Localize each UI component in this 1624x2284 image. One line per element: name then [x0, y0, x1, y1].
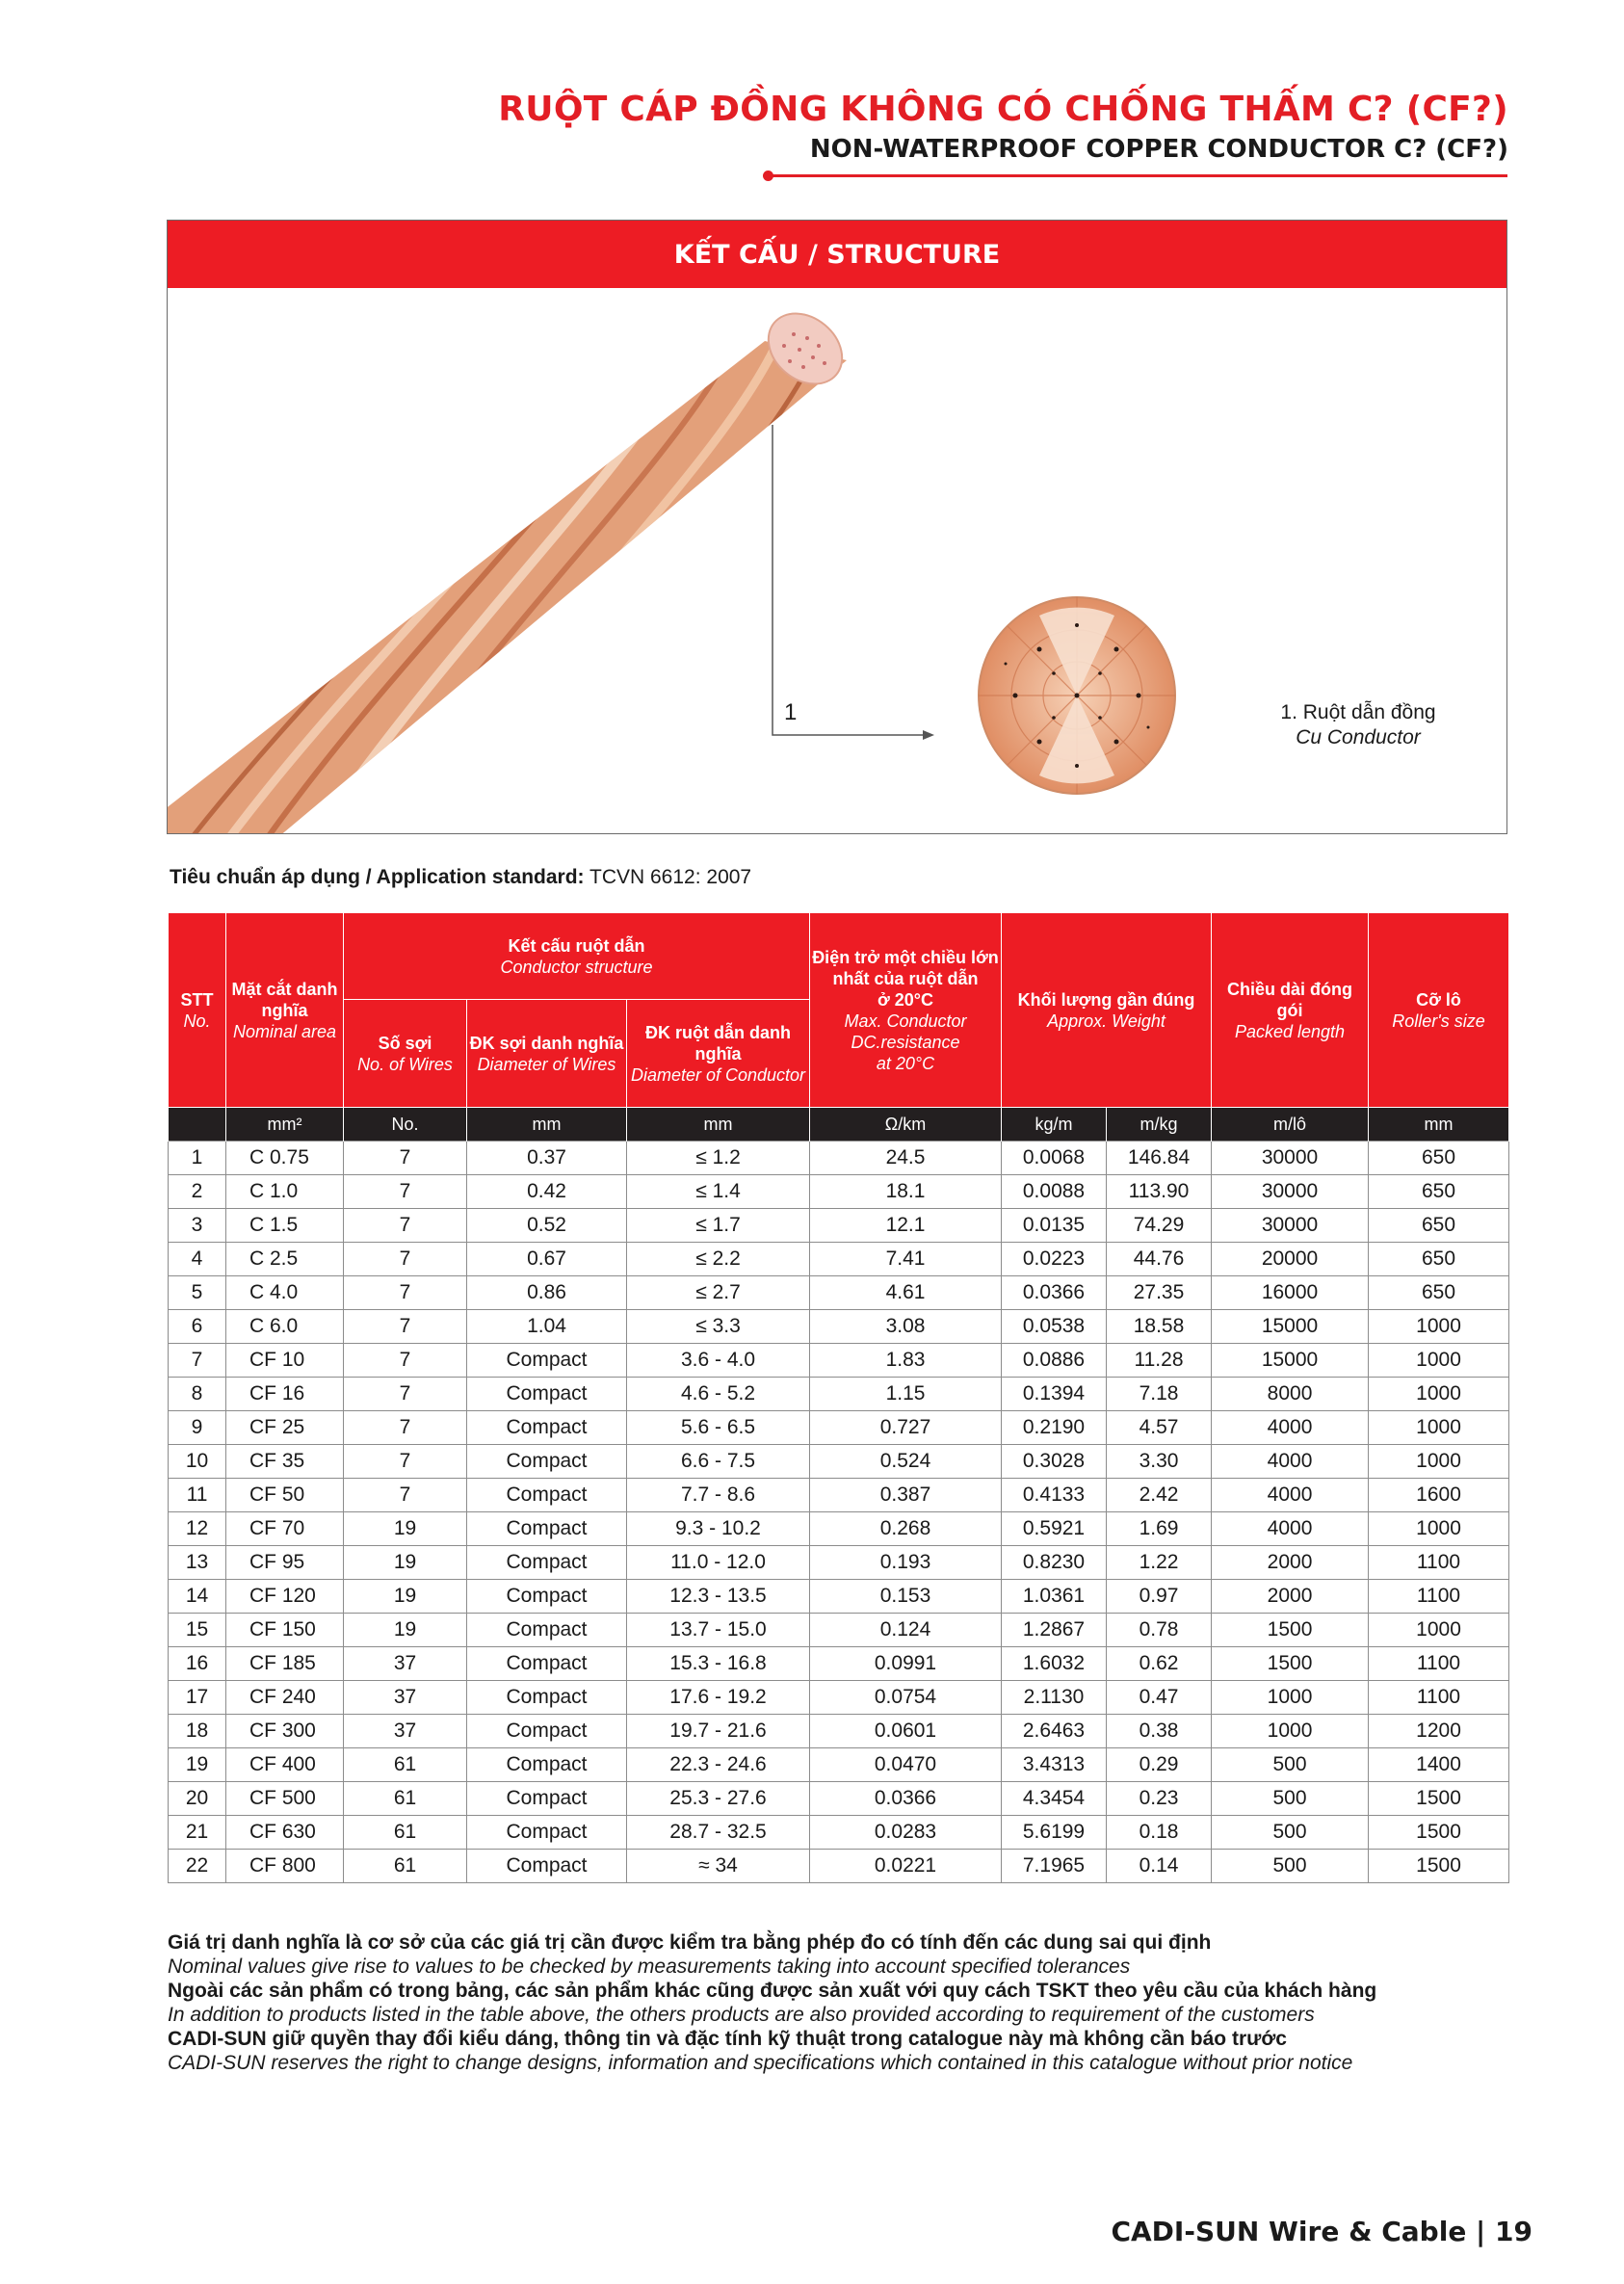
- table-row: [169, 1748, 1509, 1782]
- table-cell: 0.0991: [810, 1647, 1002, 1681]
- table-cell: 5.6 - 6.5: [627, 1411, 810, 1445]
- table-cell: Compact: [467, 1378, 627, 1411]
- application-standard: [170, 866, 751, 889]
- table-cell: CF 120: [226, 1580, 344, 1614]
- table-cell: 0.0088: [1002, 1175, 1107, 1209]
- unit-cell: m/kg: [1107, 1108, 1212, 1142]
- table-cell: 650: [1369, 1209, 1509, 1243]
- table-cell: 1000: [1369, 1445, 1509, 1479]
- table-cell: 0.0601: [810, 1715, 1002, 1748]
- table-cell: 7: [344, 1344, 467, 1378]
- table-cell: 500: [1212, 1816, 1369, 1850]
- table-cell: 500: [1212, 1782, 1369, 1816]
- table-cell: 19: [344, 1546, 467, 1580]
- table-cell: 0.0223: [1002, 1243, 1107, 1276]
- table-cell: 7: [344, 1445, 467, 1479]
- table-cell: 0.8230: [1002, 1546, 1107, 1580]
- table-cell: 1.69: [1107, 1512, 1212, 1546]
- table-cell: 19.7 - 21.6: [627, 1715, 810, 1748]
- table-cell: 1000: [1212, 1715, 1369, 1748]
- table-cell: 18.1: [810, 1175, 1002, 1209]
- table-cell: 2.42: [1107, 1479, 1212, 1512]
- table-cell: 30000: [1212, 1175, 1369, 1209]
- table-cell: 0.0221: [810, 1850, 1002, 1883]
- table-cell: 9.3 - 10.2: [627, 1512, 810, 1546]
- table-cell: 22.3 - 24.6: [627, 1748, 810, 1782]
- unit-cell: mm: [627, 1108, 810, 1142]
- table-cell: 0.62: [1107, 1647, 1212, 1681]
- table-cell: 1500: [1212, 1614, 1369, 1647]
- unit-cell: No.: [344, 1108, 467, 1142]
- header-weight: Khối lượng gần đúng Approx. Weight: [1002, 913, 1212, 1108]
- table-cell: 7: [344, 1378, 467, 1411]
- table-cell: 1100: [1369, 1580, 1509, 1614]
- table-cell: 7: [344, 1479, 467, 1512]
- table-cell: 0.1394: [1002, 1378, 1107, 1411]
- table-cell: ≈ 34: [627, 1850, 810, 1883]
- table-cell: 61: [344, 1816, 467, 1850]
- header-section: Mặt cắt danh nghĩa Nominal area: [226, 913, 344, 1108]
- table-row: [169, 1142, 1509, 1175]
- unit-cell: [169, 1108, 226, 1142]
- table-cell: 650: [1369, 1142, 1509, 1175]
- table-cell: 27.35: [1107, 1276, 1212, 1310]
- table-cell: 0.52: [467, 1209, 627, 1243]
- table-row: [169, 1546, 1509, 1580]
- table-cell: 0.0538: [1002, 1310, 1107, 1344]
- table-row: [169, 1344, 1509, 1378]
- header-conductor-diameter: ĐK ruột dẫn danh nghĩa Diameter of Conductor: [627, 1000, 810, 1108]
- table-cell: C 6.0: [226, 1310, 344, 1344]
- table-cell: 13.7 - 15.0: [627, 1614, 810, 1647]
- table-cell: 15000: [1212, 1310, 1369, 1344]
- table-cell: 650: [1369, 1276, 1509, 1310]
- table-cell: CF 800: [226, 1850, 344, 1883]
- table-cell: 1.0361: [1002, 1580, 1107, 1614]
- table-cell: 1: [169, 1142, 226, 1175]
- table-row: [169, 1445, 1509, 1479]
- table-cell: Compact: [467, 1512, 627, 1546]
- table-cell: 3.08: [810, 1310, 1002, 1344]
- table-row: [169, 1479, 1509, 1512]
- page-title: RUỘT CÁP ĐỒNG KHÔNG CÓ CHỐNG THẤM C? (CF?): [498, 90, 1508, 129]
- structure-heading: KẾT CẤU / STRUCTURE: [168, 221, 1506, 288]
- table-cell: 8: [169, 1378, 226, 1411]
- table-cell: 61: [344, 1748, 467, 1782]
- note-en: In addition to products listed in the table above, the others products are also provided according to requirement of the customers: [168, 2004, 1315, 2026]
- table-cell: 0.3028: [1002, 1445, 1107, 1479]
- table-row: [169, 1512, 1509, 1546]
- table-cell: 0.37: [467, 1142, 627, 1175]
- table-cell: 7: [344, 1411, 467, 1445]
- table-cell: 0.0366: [810, 1782, 1002, 1816]
- table-row: [169, 1647, 1509, 1681]
- table-cell: 25.3 - 27.6: [627, 1782, 810, 1816]
- table-cell: 0.67: [467, 1243, 627, 1276]
- table-cell: 12.3 - 13.5: [627, 1580, 810, 1614]
- table-cell: 0.387: [810, 1479, 1002, 1512]
- table-cell: 1.6032: [1002, 1647, 1107, 1681]
- table-cell: 14: [169, 1580, 226, 1614]
- table-cell: 1000: [1369, 1344, 1509, 1378]
- table-cell: 1200: [1369, 1715, 1509, 1748]
- table-cell: Compact: [467, 1647, 627, 1681]
- table-row: [169, 1243, 1509, 1276]
- callout-number: 1: [784, 699, 798, 725]
- table-cell: CF 25: [226, 1411, 344, 1445]
- header-resistance: Điện trở một chiều lớn nhất của ruột dẫn ở 20°C Max. Conductor DC.resistance at 20°C: [810, 913, 1002, 1108]
- table-cell: Compact: [467, 1850, 627, 1883]
- table-cell: 7.41: [810, 1243, 1002, 1276]
- table-cell: 6.6 - 7.5: [627, 1445, 810, 1479]
- table-cell: 113.90: [1107, 1175, 1212, 1209]
- unit-cell: Ω/km: [810, 1108, 1002, 1142]
- table-cell: CF 240: [226, 1681, 344, 1715]
- table-cell: 11.28: [1107, 1344, 1212, 1378]
- table-cell: 4000: [1212, 1445, 1369, 1479]
- unit-cell: mm: [467, 1108, 627, 1142]
- table-cell: 0.14: [1107, 1850, 1212, 1883]
- table-cell: 4000: [1212, 1479, 1369, 1512]
- table-cell: 1500: [1369, 1816, 1509, 1850]
- table-cell: 650: [1369, 1243, 1509, 1276]
- table-cell: 15: [169, 1614, 226, 1647]
- table-row: [169, 1276, 1509, 1310]
- table-cell: 1000: [1212, 1681, 1369, 1715]
- table-cell: 1000: [1369, 1512, 1509, 1546]
- standard-value: TCVN 6612: 2007: [589, 866, 752, 888]
- table-cell: Compact: [467, 1782, 627, 1816]
- table-cell: 2.6463: [1002, 1715, 1107, 1748]
- note-en: CADI-SUN reserves the right to change designs, information and specifications which contained in this catalogue without prior notice: [168, 2052, 1353, 2074]
- table-cell: Compact: [467, 1479, 627, 1512]
- table-cell: 1100: [1369, 1546, 1509, 1580]
- table-cell: Compact: [467, 1715, 627, 1748]
- table-cell: 0.0366: [1002, 1276, 1107, 1310]
- table-cell: 146.84: [1107, 1142, 1212, 1175]
- table-cell: 9: [169, 1411, 226, 1445]
- table-cell: 12.1: [810, 1209, 1002, 1243]
- table-cell: 37: [344, 1681, 467, 1715]
- table-cell: 7.1965: [1002, 1850, 1107, 1883]
- table-cell: 650: [1369, 1175, 1509, 1209]
- table-row: [169, 1175, 1509, 1209]
- table-cell: 19: [344, 1614, 467, 1647]
- table-cell: CF 35: [226, 1445, 344, 1479]
- table-cell: 61: [344, 1782, 467, 1816]
- header-stt: STT No.: [169, 913, 226, 1108]
- table-cell: 30000: [1212, 1209, 1369, 1243]
- table-cell: 16000: [1212, 1276, 1369, 1310]
- table-cell: 0.268: [810, 1512, 1002, 1546]
- table-cell: 500: [1212, 1748, 1369, 1782]
- unit-cell: mm: [1369, 1108, 1509, 1142]
- table-cell: 2.1130: [1002, 1681, 1107, 1715]
- note-vi: Giá trị danh nghĩa là cơ sở của các giá trị cần được kiểm tra bằng phép đo có tính đến các dung sai qui định: [168, 1931, 1212, 1954]
- table-cell: 4.6 - 5.2: [627, 1378, 810, 1411]
- table-cell: 3.4313: [1002, 1748, 1107, 1782]
- table-cell: CF 150: [226, 1614, 344, 1647]
- table-cell: 19: [169, 1748, 226, 1782]
- table-row: [169, 1209, 1509, 1243]
- table-cell: 1.2867: [1002, 1614, 1107, 1647]
- title-divider: [768, 174, 1507, 177]
- table-cell: 0.5921: [1002, 1512, 1107, 1546]
- table-cell: ≤ 3.3: [627, 1310, 810, 1344]
- table-row: [169, 1782, 1509, 1816]
- table-cell: 0.0135: [1002, 1209, 1107, 1243]
- table-cell: 1100: [1369, 1647, 1509, 1681]
- page-subtitle: NON-WATERPROOF COPPER CONDUCTOR C? (CF?): [809, 135, 1508, 164]
- table-cell: 22: [169, 1850, 226, 1883]
- table-cell: CF 10: [226, 1344, 344, 1378]
- table-cell: ≤ 1.2: [627, 1142, 810, 1175]
- table-cell: 1600: [1369, 1479, 1509, 1512]
- table-cell: 0.38: [1107, 1715, 1212, 1748]
- table-cell: 44.76: [1107, 1243, 1212, 1276]
- table-cell: 0.0754: [810, 1681, 1002, 1715]
- table-cell: 7: [344, 1310, 467, 1344]
- table-cell: Compact: [467, 1546, 627, 1580]
- table-cell: 1000: [1369, 1310, 1509, 1344]
- table-cell: 0.2190: [1002, 1411, 1107, 1445]
- table-cell: 1400: [1369, 1748, 1509, 1782]
- table-cell: Compact: [467, 1445, 627, 1479]
- table-cell: 1.22: [1107, 1546, 1212, 1580]
- table-cell: CF 400: [226, 1748, 344, 1782]
- legend-label-en: Cu Conductor: [1296, 726, 1421, 748]
- header-length: Chiều dài đóng gói Packed length: [1212, 913, 1369, 1108]
- header-wire-diameter: ĐK sợi danh nghĩa Diameter of Wires: [467, 1000, 627, 1108]
- table-cell: 7: [169, 1344, 226, 1378]
- table-cell: 0.524: [810, 1445, 1002, 1479]
- table-cell: CF 300: [226, 1715, 344, 1748]
- table-cell: 7: [344, 1209, 467, 1243]
- table-cell: 7.18: [1107, 1378, 1212, 1411]
- table-cell: 1000: [1369, 1411, 1509, 1445]
- table-cell: 1.15: [810, 1378, 1002, 1411]
- table-cell: Compact: [467, 1580, 627, 1614]
- table-cell: C 1.5: [226, 1209, 344, 1243]
- callout-line: [773, 425, 924, 735]
- table-cell: 2000: [1212, 1580, 1369, 1614]
- table-cell: 20: [169, 1782, 226, 1816]
- unit-cell: mm²: [226, 1108, 344, 1142]
- table-cell: 7.7 - 8.6: [627, 1479, 810, 1512]
- table-cell: CF 500: [226, 1782, 344, 1816]
- table-cell: 4000: [1212, 1512, 1369, 1546]
- table-cell: CF 16: [226, 1378, 344, 1411]
- table-cell: 30000: [1212, 1142, 1369, 1175]
- unit-cell: kg/m: [1002, 1108, 1107, 1142]
- table-cell: 0.727: [810, 1411, 1002, 1445]
- table-cell: 1500: [1369, 1850, 1509, 1883]
- table-row: [169, 1816, 1509, 1850]
- table-cell: 8000: [1212, 1378, 1369, 1411]
- table-cell: 0.86: [467, 1276, 627, 1310]
- table-cell: 7: [344, 1142, 467, 1175]
- table-cell: 61: [344, 1850, 467, 1883]
- table-cell: 74.29: [1107, 1209, 1212, 1243]
- units-row: [169, 1108, 1509, 1142]
- table-cell: 1.04: [467, 1310, 627, 1344]
- table-cell: ≤ 2.7: [627, 1276, 810, 1310]
- table-cell: 0.47: [1107, 1681, 1212, 1715]
- table-cell: 15000: [1212, 1344, 1369, 1378]
- table-cell: CF 185: [226, 1647, 344, 1681]
- table-cell: CF 95: [226, 1546, 344, 1580]
- table-cell: 0.0283: [810, 1816, 1002, 1850]
- table-cell: Compact: [467, 1614, 627, 1647]
- table-cell: 2000: [1212, 1546, 1369, 1580]
- table-cell: 1000: [1369, 1378, 1509, 1411]
- standard-label: Tiêu chuẩn áp dụng / Application standard:: [170, 866, 585, 888]
- table-cell: 500: [1212, 1850, 1369, 1883]
- table-cell: 7: [344, 1243, 467, 1276]
- table-row: [169, 1310, 1509, 1344]
- table-row: [169, 1411, 1509, 1445]
- table-cell: CF 70: [226, 1512, 344, 1546]
- table-cell: 21: [169, 1816, 226, 1850]
- table-cell: 1.83: [810, 1344, 1002, 1378]
- table-cell: 10: [169, 1445, 226, 1479]
- table-cell: Compact: [467, 1816, 627, 1850]
- table-row: [169, 1715, 1509, 1748]
- table-cell: 0.97: [1107, 1580, 1212, 1614]
- table-cell: 0.0886: [1002, 1344, 1107, 1378]
- table-row: [169, 1580, 1509, 1614]
- table-cell: 19: [344, 1580, 467, 1614]
- table-cell: C 1.0: [226, 1175, 344, 1209]
- table-cell: 5: [169, 1276, 226, 1310]
- table-cell: 6: [169, 1310, 226, 1344]
- table-cell: C 4.0: [226, 1276, 344, 1310]
- spec-table: [168, 912, 1509, 1883]
- table-cell: 13: [169, 1546, 226, 1580]
- table-cell: 0.23: [1107, 1782, 1212, 1816]
- table-cell: 7: [344, 1175, 467, 1209]
- table-cell: 2: [169, 1175, 226, 1209]
- table-cell: 0.42: [467, 1175, 627, 1209]
- table-cell: 0.18: [1107, 1816, 1212, 1850]
- table-cell: 15.3 - 16.8: [627, 1647, 810, 1681]
- table-row: [169, 1378, 1509, 1411]
- table-cell: 37: [344, 1647, 467, 1681]
- table-cell: Compact: [467, 1344, 627, 1378]
- table-cell: Compact: [467, 1681, 627, 1715]
- table-cell: 4: [169, 1243, 226, 1276]
- table-cell: 1000: [1369, 1614, 1509, 1647]
- table-cell: Compact: [467, 1748, 627, 1782]
- note-en: Nominal values give rise to values to be checked by measurements taking into account specified tolerances: [168, 1956, 1131, 1978]
- table-cell: 24.5: [810, 1142, 1002, 1175]
- note-vi: CADI-SUN giữ quyền thay đổi kiểu dáng, thông tin và đặc tính kỹ thuật trong catalogue này mà không cần báo trước: [168, 2028, 1287, 2050]
- table-cell: 1100: [1369, 1681, 1509, 1715]
- table-row: [169, 1681, 1509, 1715]
- table-cell: 4.57: [1107, 1411, 1212, 1445]
- table-cell: 4.61: [810, 1276, 1002, 1310]
- table-cell: C 2.5: [226, 1243, 344, 1276]
- table-body: [169, 1142, 1509, 1883]
- unit-cell: m/lô: [1212, 1108, 1369, 1142]
- table-cell: 3.6 - 4.0: [627, 1344, 810, 1378]
- table-cell: 20000: [1212, 1243, 1369, 1276]
- table-row: [169, 1850, 1509, 1883]
- table-cell: 17: [169, 1681, 226, 1715]
- table-cell: 0.78: [1107, 1614, 1212, 1647]
- table-cell: 4000: [1212, 1411, 1369, 1445]
- table-cell: 16: [169, 1647, 226, 1681]
- table-cell: 11: [169, 1479, 226, 1512]
- note-vi: Ngoài các sản phẩm có trong bảng, các sản phẩm khác cũng được sản xuất với quy cách TSKT theo yêu cầu của khách hàng: [168, 1980, 1377, 2002]
- page-footer: CADI-SUN Wire & Cable | 19: [1111, 2216, 1532, 2247]
- table-row: [169, 1614, 1509, 1647]
- header-roller: Cỡ lô Roller's size: [1369, 913, 1509, 1108]
- table-cell: 3.30: [1107, 1445, 1212, 1479]
- table-cell: ≤ 1.7: [627, 1209, 810, 1243]
- table-cell: 18.58: [1107, 1310, 1212, 1344]
- table-cell: 4.3454: [1002, 1782, 1107, 1816]
- table-cell: CF 50: [226, 1479, 344, 1512]
- table-cell: 0.4133: [1002, 1479, 1107, 1512]
- table-cell: 17.6 - 19.2: [627, 1681, 810, 1715]
- table-cell: 0.29: [1107, 1748, 1212, 1782]
- table-cell: 1500: [1212, 1647, 1369, 1681]
- structure-panel: [167, 220, 1507, 834]
- table-cell: 12: [169, 1512, 226, 1546]
- header-wires: Số sợi No. of Wires: [344, 1000, 467, 1108]
- table-cell: 18: [169, 1715, 226, 1748]
- table-cell: CF 630: [226, 1816, 344, 1850]
- table-cell: 5.6199: [1002, 1816, 1107, 1850]
- table-cell: ≤ 2.2: [627, 1243, 810, 1276]
- title-divider-dot: [763, 171, 773, 181]
- legend-label-vi: 1. Ruột dẫn đồng: [1280, 701, 1436, 723]
- notes: [168, 1930, 1516, 2075]
- table-cell: 0.124: [810, 1614, 1002, 1647]
- table-cell: 7: [344, 1276, 467, 1310]
- table-cell: 28.7 - 32.5: [627, 1816, 810, 1850]
- table-cell: 0.193: [810, 1546, 1002, 1580]
- header-structure: Kết cấu ruột dẫn Conductor structure: [344, 913, 810, 1000]
- table-cell: 19: [344, 1512, 467, 1546]
- table-cell: ≤ 1.4: [627, 1175, 810, 1209]
- table-cell: C 0.75: [226, 1142, 344, 1175]
- table-cell: 0.153: [810, 1580, 1002, 1614]
- table-cell: 0.0470: [810, 1748, 1002, 1782]
- table-cell: 3: [169, 1209, 226, 1243]
- table-cell: 11.0 - 12.0: [627, 1546, 810, 1580]
- table-cell: 0.0068: [1002, 1142, 1107, 1175]
- table-cell: 37: [344, 1715, 467, 1748]
- table-cell: 1500: [1369, 1782, 1509, 1816]
- table-cell: Compact: [467, 1411, 627, 1445]
